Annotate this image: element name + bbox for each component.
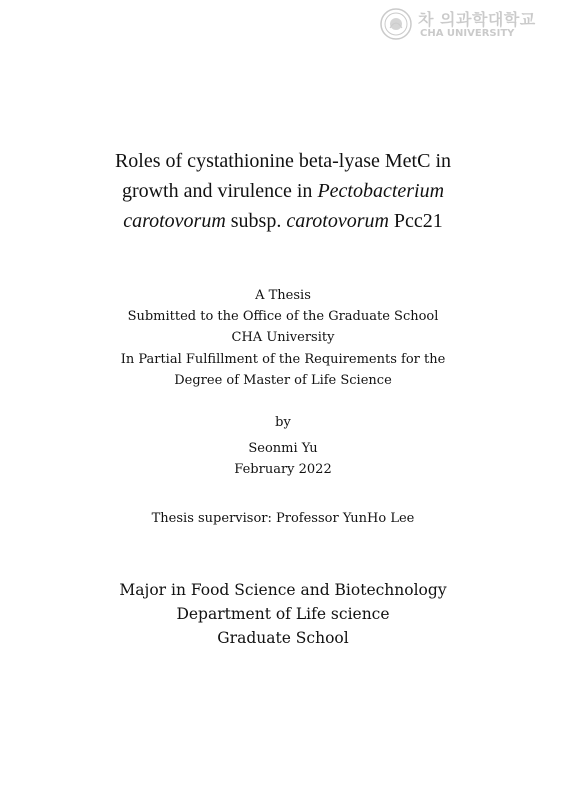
thesis-title [0, 146, 566, 236]
watermark-korean-name: 차 의과학대학교 [418, 10, 536, 29]
affiliation [0, 578, 566, 650]
title-strain: Pcc21 [388, 210, 443, 232]
university-watermark [380, 8, 560, 42]
submission-date: February 2022 [234, 462, 332, 477]
by-text: by [275, 415, 291, 430]
author-name: Seonmi Yu [248, 441, 318, 456]
title-line-3 [0, 206, 566, 236]
supervisor-info [0, 508, 566, 529]
title-subspecies: carotovorum [286, 210, 389, 232]
by-label [0, 412, 566, 433]
thesis-fulfillment: In Partial Fulfillment of the Requirements for the [120, 351, 446, 367]
thesis-submitted: Submitted to the Office of the Graduate School [127, 309, 439, 325]
title-line-2-prefix: growth and virulence in [121, 180, 318, 202]
thesis-statement [0, 285, 566, 391]
school-name: Graduate School [217, 629, 349, 647]
thesis-degree: Degree of Master of Life Science [174, 372, 392, 388]
title-line-2 [0, 176, 566, 206]
thesis-university: CHA University [231, 330, 335, 346]
major-name: Major in Food Science and Biotechnology [119, 581, 447, 599]
university-seal-icon [380, 8, 412, 40]
title-subsp: subsp. [225, 210, 287, 232]
thesis-type: A Thesis [255, 288, 311, 303]
title-genus: Pectobacterium [317, 180, 445, 202]
title-line-1: Roles of cystathionine beta-lyase MetC in [114, 150, 452, 172]
department-name: Department of Life science [176, 605, 390, 623]
watermark-english-name: CHA UNIVERSITY [420, 28, 515, 39]
supervisor-text: Thesis supervisor: Professor YunHo Lee [151, 511, 415, 526]
author-info [0, 438, 566, 480]
title-species: carotovorum [123, 210, 226, 232]
